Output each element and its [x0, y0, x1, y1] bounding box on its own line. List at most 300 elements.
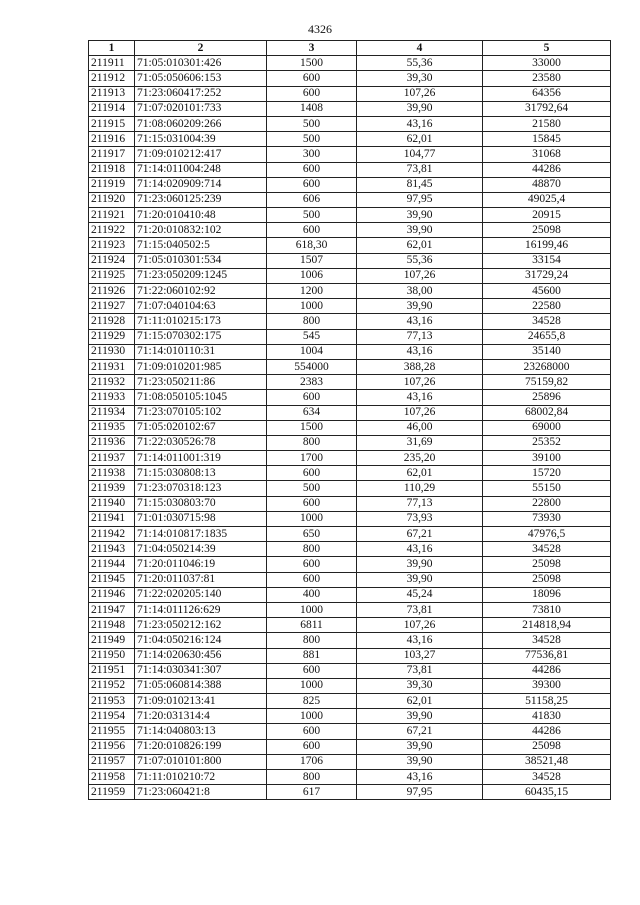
row-number-cell: 211955 — [89, 724, 135, 739]
area-cell: 881 — [267, 648, 357, 663]
area-cell: 300 — [267, 147, 357, 162]
area-cell: 600 — [267, 557, 357, 572]
rate-cell: 62,01 — [357, 466, 483, 481]
rate-cell: 97,95 — [357, 785, 483, 800]
row-number-cell: 211958 — [89, 770, 135, 785]
row-number-cell: 211928 — [89, 314, 135, 329]
area-cell: 800 — [267, 314, 357, 329]
cadastral-number-cell: 71:15:030803:70 — [135, 496, 267, 511]
cadastral-number-cell: 71:23:060417:252 — [135, 86, 267, 101]
cadastral-number-cell: 71:15:030808:13 — [135, 466, 267, 481]
table-row — [89, 633, 611, 648]
cadastral-number-cell: 71:01:030715:98 — [135, 511, 267, 526]
value-cell: 34528 — [483, 314, 611, 329]
rate-cell: 39,90 — [357, 299, 483, 314]
rate-cell: 62,01 — [357, 694, 483, 709]
value-cell: 34528 — [483, 633, 611, 648]
row-number-cell: 211959 — [89, 785, 135, 800]
rate-cell: 81,45 — [357, 177, 483, 192]
table-row — [89, 253, 611, 268]
rate-cell: 39,90 — [357, 739, 483, 754]
value-cell: 41830 — [483, 709, 611, 724]
cadastral-number-cell: 71:20:010832:102 — [135, 223, 267, 238]
value-cell: 60435,15 — [483, 785, 611, 800]
value-cell: 47976,5 — [483, 527, 611, 542]
row-number-cell: 211947 — [89, 602, 135, 617]
row-number-cell: 211938 — [89, 466, 135, 481]
value-cell: 25098 — [483, 572, 611, 587]
cadastral-number-cell: 71:05:010301:534 — [135, 253, 267, 268]
row-number-cell: 211956 — [89, 739, 135, 754]
cadastral-number-cell: 71:23:050212:162 — [135, 618, 267, 633]
rate-cell: 39,90 — [357, 754, 483, 769]
area-cell: 600 — [267, 390, 357, 405]
column-header: 2 — [135, 41, 267, 56]
rate-cell: 43,16 — [357, 633, 483, 648]
row-number-cell: 211941 — [89, 511, 135, 526]
rate-cell: 43,16 — [357, 770, 483, 785]
row-number-cell: 211951 — [89, 663, 135, 678]
area-cell: 1000 — [267, 602, 357, 617]
cadastral-number-cell: 71:08:050105:1045 — [135, 390, 267, 405]
area-cell: 600 — [267, 177, 357, 192]
value-cell: 15845 — [483, 132, 611, 147]
table-row — [89, 435, 611, 450]
rate-cell: 388,28 — [357, 359, 483, 374]
value-cell: 45600 — [483, 284, 611, 299]
rate-cell: 55,36 — [357, 56, 483, 71]
table-row — [89, 268, 611, 283]
area-cell: 1000 — [267, 511, 357, 526]
value-cell: 23580 — [483, 71, 611, 86]
value-cell: 31068 — [483, 147, 611, 162]
cadastral-number-cell: 71:08:060209:266 — [135, 116, 267, 131]
value-cell: 75159,82 — [483, 375, 611, 390]
area-cell: 600 — [267, 572, 357, 587]
value-cell: 15720 — [483, 466, 611, 481]
table-row — [89, 602, 611, 617]
value-cell: 22800 — [483, 496, 611, 511]
table-row — [89, 709, 611, 724]
row-number-cell: 211923 — [89, 238, 135, 253]
table-row — [89, 147, 611, 162]
rate-cell: 107,26 — [357, 375, 483, 390]
table-row — [89, 192, 611, 207]
value-cell: 23268000 — [483, 359, 611, 374]
table-row — [89, 770, 611, 785]
table-row — [89, 284, 611, 299]
row-number-cell: 211917 — [89, 147, 135, 162]
value-cell: 77536,81 — [483, 648, 611, 663]
rate-cell: 73,81 — [357, 602, 483, 617]
value-cell: 16199,46 — [483, 238, 611, 253]
row-number-cell: 211940 — [89, 496, 135, 511]
rate-cell: 67,21 — [357, 724, 483, 739]
value-cell: 21580 — [483, 116, 611, 131]
value-cell: 64356 — [483, 86, 611, 101]
table-row — [89, 739, 611, 754]
table-row — [89, 101, 611, 116]
table-row — [89, 542, 611, 557]
area-cell: 825 — [267, 694, 357, 709]
rate-cell: 73,81 — [357, 162, 483, 177]
table-row — [89, 481, 611, 496]
rate-cell: 73,81 — [357, 663, 483, 678]
cadastral-number-cell: 71:23:070318:123 — [135, 481, 267, 496]
area-cell: 500 — [267, 132, 357, 147]
cadastral-number-cell: 71:11:010210:72 — [135, 770, 267, 785]
cadastral-number-cell: 71:11:010215:173 — [135, 314, 267, 329]
rate-cell: 235,20 — [357, 451, 483, 466]
row-number-cell: 211914 — [89, 101, 135, 116]
row-number-cell: 211953 — [89, 694, 135, 709]
table-row — [89, 56, 611, 71]
value-cell: 34528 — [483, 542, 611, 557]
table-row — [89, 648, 611, 663]
rate-cell: 67,21 — [357, 527, 483, 542]
value-cell: 44286 — [483, 663, 611, 678]
table-row — [89, 618, 611, 633]
table-row — [89, 71, 611, 86]
table-row — [89, 754, 611, 769]
area-cell: 500 — [267, 116, 357, 131]
area-cell: 600 — [267, 496, 357, 511]
rate-cell: 39,90 — [357, 709, 483, 724]
cadastral-number-cell: 71:09:010213:41 — [135, 694, 267, 709]
row-number-cell: 211949 — [89, 633, 135, 648]
row-number-cell: 211920 — [89, 192, 135, 207]
table-row — [89, 496, 611, 511]
table-row — [89, 208, 611, 223]
table-row — [89, 86, 611, 101]
area-cell: 600 — [267, 724, 357, 739]
table-row — [89, 785, 611, 800]
value-cell: 39300 — [483, 678, 611, 693]
area-cell: 6811 — [267, 618, 357, 633]
row-number-cell: 211926 — [89, 284, 135, 299]
cadastral-number-cell: 71:05:060814:388 — [135, 678, 267, 693]
row-number-cell: 211950 — [89, 648, 135, 663]
cadastral-number-cell: 71:07:020101:733 — [135, 101, 267, 116]
area-cell: 1000 — [267, 678, 357, 693]
row-number-cell: 211945 — [89, 572, 135, 587]
table-row — [89, 329, 611, 344]
row-number-cell: 211933 — [89, 390, 135, 405]
area-cell: 1700 — [267, 451, 357, 466]
table-row — [89, 344, 611, 359]
cadastral-number-cell: 71:15:070302:175 — [135, 329, 267, 344]
area-cell: 1000 — [267, 299, 357, 314]
cadastral-number-cell: 71:04:050216:124 — [135, 633, 267, 648]
value-cell: 34528 — [483, 770, 611, 785]
value-cell: 68002,84 — [483, 405, 611, 420]
area-cell: 606 — [267, 192, 357, 207]
table-row — [89, 299, 611, 314]
area-cell: 600 — [267, 71, 357, 86]
table-row — [89, 359, 611, 374]
rate-cell: 43,16 — [357, 116, 483, 131]
row-number-cell: 211918 — [89, 162, 135, 177]
rate-cell: 62,01 — [357, 238, 483, 253]
table-row — [89, 223, 611, 238]
table-row — [89, 390, 611, 405]
table-row — [89, 177, 611, 192]
cadastral-number-cell: 71:20:010410:48 — [135, 208, 267, 223]
row-number-cell: 211929 — [89, 329, 135, 344]
value-cell: 55150 — [483, 481, 611, 496]
rate-cell: 62,01 — [357, 132, 483, 147]
area-cell: 1500 — [267, 56, 357, 71]
cadastral-number-cell: 71:22:030526:78 — [135, 435, 267, 450]
row-number-cell: 211934 — [89, 405, 135, 420]
area-cell: 600 — [267, 663, 357, 678]
value-cell: 73930 — [483, 511, 611, 526]
table-row — [89, 238, 611, 253]
rate-cell: 39,90 — [357, 223, 483, 238]
rate-cell: 104,77 — [357, 147, 483, 162]
value-cell: 35140 — [483, 344, 611, 359]
cadastral-number-cell: 71:05:010301:426 — [135, 56, 267, 71]
rate-cell: 31,69 — [357, 435, 483, 450]
value-cell: 31729,24 — [483, 268, 611, 283]
rate-cell: 103,27 — [357, 648, 483, 663]
table-row — [89, 116, 611, 131]
table-row — [89, 572, 611, 587]
rate-cell: 43,16 — [357, 344, 483, 359]
table-row — [89, 557, 611, 572]
table-row — [89, 527, 611, 542]
rate-cell: 39,90 — [357, 208, 483, 223]
row-number-cell: 211925 — [89, 268, 135, 283]
area-cell: 800 — [267, 542, 357, 557]
area-cell: 650 — [267, 527, 357, 542]
table-row — [89, 587, 611, 602]
header-row — [89, 41, 611, 56]
cadastral-number-cell: 71:20:010826:199 — [135, 739, 267, 754]
cadastral-number-cell: 71:05:020102:67 — [135, 420, 267, 435]
row-number-cell: 211921 — [89, 208, 135, 223]
row-number-cell: 211954 — [89, 709, 135, 724]
table-row — [89, 314, 611, 329]
cadastral-number-cell: 71:23:060421:8 — [135, 785, 267, 800]
area-cell: 800 — [267, 435, 357, 450]
row-number-cell: 211948 — [89, 618, 135, 633]
table-row — [89, 405, 611, 420]
value-cell: 73810 — [483, 602, 611, 617]
area-cell: 1006 — [267, 268, 357, 283]
rate-cell: 107,26 — [357, 86, 483, 101]
cadastral-number-cell: 71:22:020205:140 — [135, 587, 267, 602]
value-cell: 51158,25 — [483, 694, 611, 709]
column-header: 3 — [267, 41, 357, 56]
cadastral-number-cell: 71:07:040104:63 — [135, 299, 267, 314]
value-cell: 31792,64 — [483, 101, 611, 116]
cadastral-number-cell: 71:14:011126:629 — [135, 602, 267, 617]
row-number-cell: 211936 — [89, 435, 135, 450]
area-cell: 600 — [267, 162, 357, 177]
table-body — [89, 56, 611, 800]
table-row — [89, 420, 611, 435]
table-header — [89, 41, 611, 56]
rate-cell: 107,26 — [357, 618, 483, 633]
area-cell: 2383 — [267, 375, 357, 390]
area-cell: 554000 — [267, 359, 357, 374]
row-number-cell: 211935 — [89, 420, 135, 435]
column-header: 1 — [89, 41, 135, 56]
rate-cell: 107,26 — [357, 405, 483, 420]
cadastral-number-cell: 71:14:020909:714 — [135, 177, 267, 192]
value-cell: 39100 — [483, 451, 611, 466]
value-cell: 33000 — [483, 56, 611, 71]
rate-cell: 107,26 — [357, 268, 483, 283]
value-cell: 69000 — [483, 420, 611, 435]
area-cell: 1200 — [267, 284, 357, 299]
value-cell: 22580 — [483, 299, 611, 314]
cadastral-number-cell: 71:14:010817:1835 — [135, 527, 267, 542]
rate-cell: 39,90 — [357, 572, 483, 587]
row-number-cell: 211932 — [89, 375, 135, 390]
table-row — [89, 663, 611, 678]
rate-cell: 38,00 — [357, 284, 483, 299]
table-row — [89, 132, 611, 147]
rate-cell: 43,16 — [357, 314, 483, 329]
value-cell: 20915 — [483, 208, 611, 223]
rate-cell: 39,90 — [357, 101, 483, 116]
row-number-cell: 211946 — [89, 587, 135, 602]
cadastral-number-cell: 71:15:040502:5 — [135, 238, 267, 253]
row-number-cell: 211952 — [89, 678, 135, 693]
rate-cell: 97,95 — [357, 192, 483, 207]
area-cell: 1507 — [267, 253, 357, 268]
cadastral-number-cell: 71:14:030341:307 — [135, 663, 267, 678]
table-row — [89, 375, 611, 390]
value-cell: 38521,48 — [483, 754, 611, 769]
row-number-cell: 211912 — [89, 71, 135, 86]
cadastral-number-cell: 71:23:050211:86 — [135, 375, 267, 390]
cadastral-number-cell: 71:20:011046:19 — [135, 557, 267, 572]
table-row — [89, 678, 611, 693]
rate-cell: 46,00 — [357, 420, 483, 435]
row-number-cell: 211924 — [89, 253, 135, 268]
area-cell: 1500 — [267, 420, 357, 435]
row-number-cell: 211957 — [89, 754, 135, 769]
cadastral-number-cell: 71:20:031314:4 — [135, 709, 267, 724]
value-cell: 25896 — [483, 390, 611, 405]
cadastral-number-cell: 71:23:070105:102 — [135, 405, 267, 420]
value-cell: 214818,94 — [483, 618, 611, 633]
row-number-cell: 211937 — [89, 451, 135, 466]
table-row — [89, 724, 611, 739]
table-row — [89, 511, 611, 526]
row-number-cell: 211930 — [89, 344, 135, 359]
rate-cell: 39,30 — [357, 678, 483, 693]
rate-cell: 39,30 — [357, 71, 483, 86]
cadastral-number-cell: 71:23:060125:239 — [135, 192, 267, 207]
area-cell: 1004 — [267, 344, 357, 359]
row-number-cell: 211942 — [89, 527, 135, 542]
value-cell: 49025,4 — [483, 192, 611, 207]
rate-cell: 77,13 — [357, 496, 483, 511]
cadastral-number-cell: 71:22:060102:92 — [135, 284, 267, 299]
area-cell: 618,30 — [267, 238, 357, 253]
column-header: 5 — [483, 41, 611, 56]
value-cell: 33154 — [483, 253, 611, 268]
cadastral-number-cell: 71:14:011001:319 — [135, 451, 267, 466]
value-cell: 25098 — [483, 557, 611, 572]
rate-cell: 43,16 — [357, 390, 483, 405]
area-cell: 800 — [267, 633, 357, 648]
table-row — [89, 694, 611, 709]
area-cell: 500 — [267, 208, 357, 223]
row-number-cell: 211931 — [89, 359, 135, 374]
row-number-cell: 211922 — [89, 223, 135, 238]
area-cell: 1408 — [267, 101, 357, 116]
value-cell: 48870 — [483, 177, 611, 192]
row-number-cell: 211916 — [89, 132, 135, 147]
row-number-cell: 211939 — [89, 481, 135, 496]
cadastral-number-cell: 71:09:010212:417 — [135, 147, 267, 162]
area-cell: 600 — [267, 223, 357, 238]
row-number-cell: 211919 — [89, 177, 135, 192]
cadastral-number-cell: 71:14:020630:456 — [135, 648, 267, 663]
row-number-cell: 211943 — [89, 542, 135, 557]
table-row — [89, 451, 611, 466]
table-row — [89, 466, 611, 481]
value-cell: 24655,8 — [483, 329, 611, 344]
page-number: 4326 — [308, 22, 332, 36]
cadastral-number-cell: 71:14:011004:248 — [135, 162, 267, 177]
row-number-cell: 211927 — [89, 299, 135, 314]
value-cell: 44286 — [483, 162, 611, 177]
rate-cell: 73,93 — [357, 511, 483, 526]
column-header: 4 — [357, 41, 483, 56]
row-number-cell: 211944 — [89, 557, 135, 572]
rate-cell: 43,16 — [357, 542, 483, 557]
rate-cell: 39,90 — [357, 557, 483, 572]
value-cell: 18096 — [483, 587, 611, 602]
area-cell: 600 — [267, 86, 357, 101]
area-cell: 500 — [267, 481, 357, 496]
area-cell: 800 — [267, 770, 357, 785]
area-cell: 600 — [267, 739, 357, 754]
area-cell: 600 — [267, 466, 357, 481]
area-cell: 1706 — [267, 754, 357, 769]
rate-cell: 55,36 — [357, 253, 483, 268]
cadastral-number-cell: 71:05:050606:153 — [135, 71, 267, 86]
cadastral-number-cell: 71:23:050209:1245 — [135, 268, 267, 283]
rate-cell: 77,13 — [357, 329, 483, 344]
value-cell: 25098 — [483, 739, 611, 754]
area-cell: 545 — [267, 329, 357, 344]
cadastral-number-cell: 71:09:010201:985 — [135, 359, 267, 374]
cadastral-number-cell: 71:14:010110:31 — [135, 344, 267, 359]
row-number-cell: 211913 — [89, 86, 135, 101]
rate-cell: 45,24 — [357, 587, 483, 602]
cadastral-number-cell: 71:15:031004:39 — [135, 132, 267, 147]
data-table — [88, 40, 611, 800]
value-cell: 25352 — [483, 435, 611, 450]
value-cell: 25098 — [483, 223, 611, 238]
cadastral-number-cell: 71:04:050214:39 — [135, 542, 267, 557]
row-number-cell: 211915 — [89, 116, 135, 131]
area-cell: 400 — [267, 587, 357, 602]
cadastral-number-cell: 71:20:011037:81 — [135, 572, 267, 587]
value-cell: 44286 — [483, 724, 611, 739]
table-row — [89, 162, 611, 177]
rate-cell: 110,29 — [357, 481, 483, 496]
cadastral-number-cell: 71:14:040803:13 — [135, 724, 267, 739]
row-number-cell: 211911 — [89, 56, 135, 71]
